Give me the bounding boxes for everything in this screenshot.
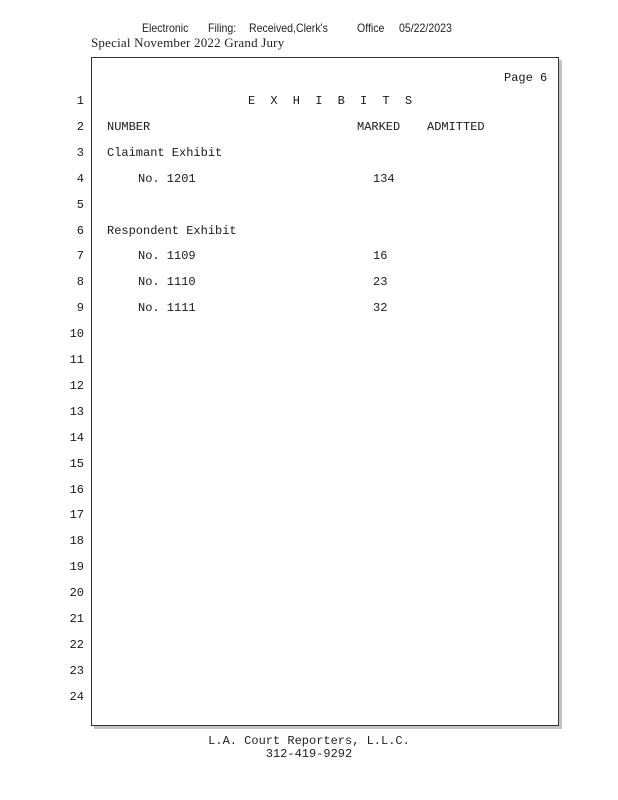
line-number: 8 [76, 275, 84, 289]
court-reporter-name: L.A. Court Reporters, L.L.C. [208, 734, 410, 748]
respondent-exhibit-marked-page: 32 [373, 301, 388, 315]
line-number: 6 [76, 224, 84, 238]
line-number: 16 [69, 483, 84, 497]
respondent-exhibit-number: No. 1111 [138, 301, 196, 315]
line-number: 4 [76, 172, 84, 186]
line-number: 23 [69, 664, 84, 678]
line-number: 5 [76, 198, 84, 212]
line-number: 19 [69, 560, 84, 574]
exhibits-title: E X H I B I T S [248, 94, 417, 108]
claimant-exhibit-marked-page: 134 [373, 172, 395, 186]
line-number: 3 [76, 146, 84, 160]
line-number: 21 [69, 612, 84, 626]
line-number: 1 [76, 94, 84, 108]
line-number: 15 [69, 457, 84, 471]
line-number: 11 [69, 353, 84, 367]
column-header-marked: MARKED [357, 120, 401, 134]
filing-word-filing: Filing: [208, 21, 237, 35]
line-number: 13 [69, 405, 84, 419]
claimant-exhibit-heading: Claimant Exhibit [107, 146, 223, 160]
line-number: 24 [69, 690, 84, 704]
filing-stamp [0, 21, 618, 35]
respondent-exhibit-number: No. 1110 [138, 275, 196, 289]
line-number: 2 [76, 120, 84, 134]
respondent-exhibit-marked-page: 16 [373, 249, 388, 263]
line-number: 20 [69, 586, 84, 600]
column-header-number: NUMBER [107, 120, 151, 134]
line-number: 14 [69, 431, 84, 445]
filing-word-office: Office [357, 21, 385, 35]
case-title: Special November 2022 Grand Jury [91, 35, 285, 50]
line-number: 9 [76, 301, 84, 315]
court-reporter-phone: 312-419-9292 [265, 747, 353, 761]
claimant-exhibit-number: No. 1201 [138, 172, 196, 186]
line-number: 17 [69, 508, 84, 522]
line-number: 10 [69, 327, 84, 341]
line-number: 7 [76, 249, 84, 263]
filing-date: 05/22/2023 [399, 21, 452, 35]
filing-word-electronic: Electronic [142, 21, 189, 35]
page-number: Page 6 [504, 71, 548, 85]
filing-word-received: Received,Clerk's [249, 21, 328, 35]
respondent-exhibit-number: No. 1109 [138, 249, 196, 263]
column-header-admitted: ADMITTED [427, 120, 485, 134]
respondent-exhibit-marked-page: 23 [373, 275, 388, 289]
line-number: 18 [69, 534, 84, 548]
line-number: 22 [69, 638, 84, 652]
line-number: 12 [69, 379, 84, 393]
respondent-exhibit-heading: Respondent Exhibit [107, 224, 237, 238]
